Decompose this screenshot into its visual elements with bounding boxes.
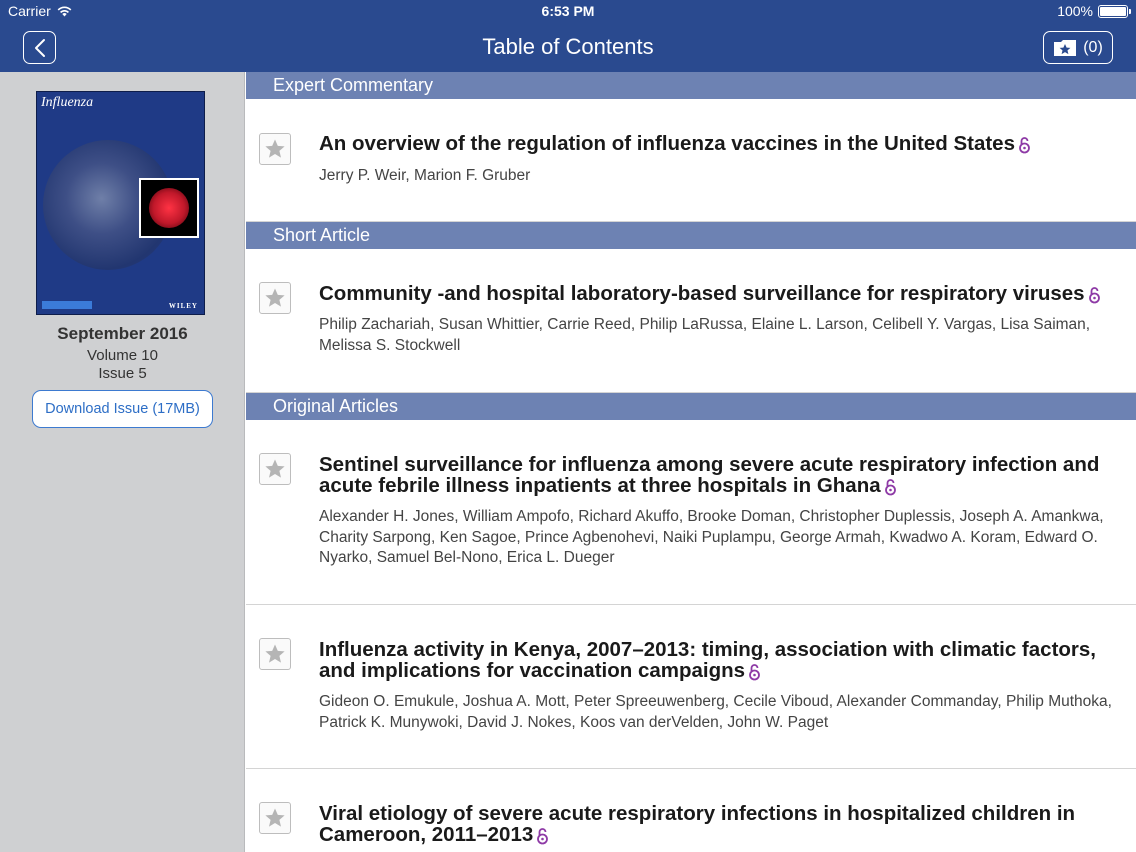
cover-publisher: WILEY (168, 302, 198, 310)
star-icon (264, 643, 286, 665)
article-authors: Philip Zachariah, Susan Whittier, Carrie Reed, Philip LaRussa, Elaine L. Larson, Celibell Y. Vargas, Lisa Saiman, Melissa S. Stockwell (319, 316, 1091, 354)
cover-inset-illustration (139, 178, 199, 238)
battery-percent: 100% (1057, 3, 1093, 19)
issue-sidebar (0, 72, 245, 852)
article-authors: Jerry P. Weir, Marion F. Gruber (319, 167, 531, 184)
favorite-star-button[interactable] (259, 802, 291, 834)
open-access-icon (1019, 136, 1030, 154)
navigation-bar (0, 22, 1136, 72)
issue-number: Issue 5 (98, 365, 147, 382)
star-icon (264, 138, 286, 160)
table-of-contents (246, 72, 1136, 852)
article-row[interactable] (246, 99, 1136, 222)
page-title: Table of Contents (482, 34, 654, 59)
star-icon (264, 807, 286, 829)
star-icon (264, 287, 286, 309)
article-authors: Gideon O. Emukule, Joshua A. Mott, Peter Spreeuwenberg, Cecile Viboud, Alexander Commanday, Philip Muthoka, Patrick K. Munywoki, David J. Nokes, Koos van derVelden, John W. Paget (319, 693, 1112, 731)
star-folder-icon (1053, 39, 1077, 57)
open-access-icon (537, 827, 548, 845)
article-title[interactable]: Influenza activity in Kenya, 2007–2013: timing, association with climatic factors, and implications for vaccination campaigns (319, 638, 1096, 682)
status-time: 6:53 PM (541, 3, 595, 19)
favorite-star-button[interactable] (259, 133, 291, 165)
article-row[interactable] (246, 420, 1136, 605)
article-title[interactable]: Sentinel surveillance for influenza among severe acute respiratory infection and acute febrile illness inpatients at three hospitals in Ghana (319, 453, 1100, 497)
open-access-icon (749, 663, 760, 681)
article-title[interactable]: Viral etiology of severe acute respiratory infections in hospitalized children in Cameroon, 2011–2013 (319, 802, 1076, 846)
section-header: Original Articles (246, 393, 1136, 420)
article-title[interactable]: Community -and hospital laboratory-based surveillance for respiratory viruses (319, 283, 1109, 304)
battery-icon (1098, 5, 1128, 18)
favorite-star-button[interactable] (259, 453, 291, 485)
saved-count: (0) (1083, 38, 1103, 56)
issue-volume: Volume 10 (87, 347, 158, 364)
section-header: Short Article (246, 222, 1136, 249)
article-row[interactable] (246, 249, 1136, 393)
open-access-icon (1089, 286, 1100, 304)
cover-title: Influenza (41, 95, 94, 110)
star-icon (264, 458, 286, 480)
battery-info (1057, 3, 1128, 19)
article-row[interactable] (246, 605, 1136, 769)
article-authors: Alexander H. Jones, William Ampofo, Richard Akuffo, Brooke Doman, Christopher Duplessis, Joseph A. Amankwa, Charity Sarpong, Ken Sagoe, Prince Agbenohevi, Naiki Puplampu, George Armah, Kwadwo A. Koram, Edward O. Nyarko, Samuel Bel-Nono, Erica L. Dueger (319, 508, 1104, 566)
issue-cover-image[interactable] (36, 91, 205, 315)
open-access-icon (885, 478, 896, 496)
cover-logo (42, 301, 92, 309)
favorite-star-button[interactable] (259, 282, 291, 314)
saved-articles-button[interactable] (1043, 31, 1113, 64)
status-bar (0, 0, 1136, 22)
download-issue-button[interactable]: Download Issue (17MB) (32, 390, 213, 428)
section-header: Expert Commentary (246, 72, 1136, 99)
carrier-label: Carrier (8, 3, 51, 19)
favorite-star-button[interactable] (259, 638, 291, 670)
article-title[interactable]: An overview of the regulation of influenza vaccines in the United States (319, 133, 1109, 154)
issue-date: September 2016 (57, 324, 188, 343)
article-row[interactable] (246, 769, 1136, 852)
